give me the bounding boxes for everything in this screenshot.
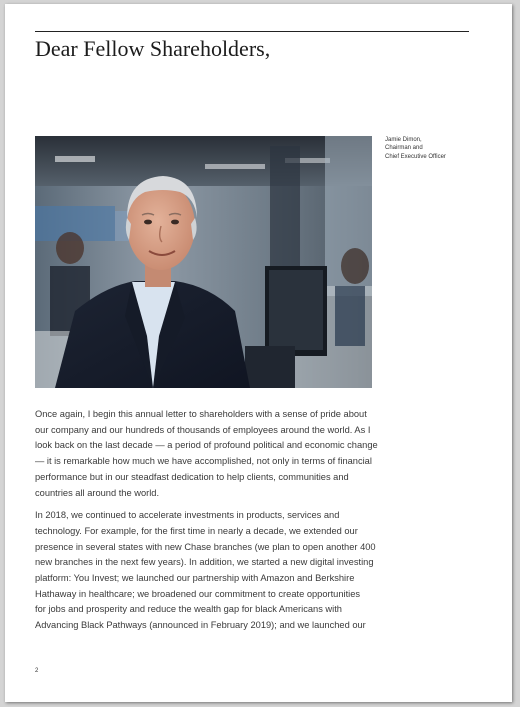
letter-salutation-heading: Dear Fellow Shareholders, [35, 36, 271, 61]
text-line: countries all around the world. [35, 487, 160, 498]
text-line: In 2018, we continued to accelerate investments in products, services and [35, 510, 340, 521]
paragraph [35, 508, 385, 634]
text-line: — it is remarkable how much we have accomplished, not only in terms of financial [35, 456, 372, 467]
portrait-photo [35, 136, 372, 388]
text-line: Advancing Black Pathways (announced in February 2019); and we launched our [35, 620, 366, 631]
text-line: technology. For example, for the first time in nearly a decade, we extended our [35, 525, 358, 536]
text-line: Once again, I begin this annual letter to shareholders with a sense of pride about [35, 409, 367, 419]
caption-line: Chief Executive Officer [385, 153, 446, 160]
text-line: look back on the last decade — a period of profound political and economic change [35, 440, 378, 451]
caption-line: Jamie Dimon, [385, 137, 422, 143]
page-number: 2 [35, 668, 39, 674]
photo-caption [385, 136, 446, 161]
text-line: presence in several states with new Chase branches (we plan to open another 400 [35, 541, 376, 552]
document-page [5, 4, 512, 702]
top-divider [35, 31, 469, 32]
letter-body [35, 407, 385, 641]
paragraph [35, 407, 385, 501]
text-line: performance but in our steadfast dedication to help clients, communities and [35, 471, 349, 482]
text-line: Hathaway in healthcare; we broadened our commitment to create opportunities [35, 588, 361, 599]
caption-line: Chairman and [385, 145, 423, 152]
text-line: new branches in the next few years). In addition, we started a new digital investing [35, 557, 374, 568]
text-line: our company and our hundreds of thousands of employees around the world. As I [35, 424, 371, 435]
text-line: platform: You Invest; we launched our partnership with Amazon and Berkshire [35, 573, 355, 584]
text-line: for jobs and prosperity and reduce the wealth gap for black Americans with [35, 604, 342, 615]
